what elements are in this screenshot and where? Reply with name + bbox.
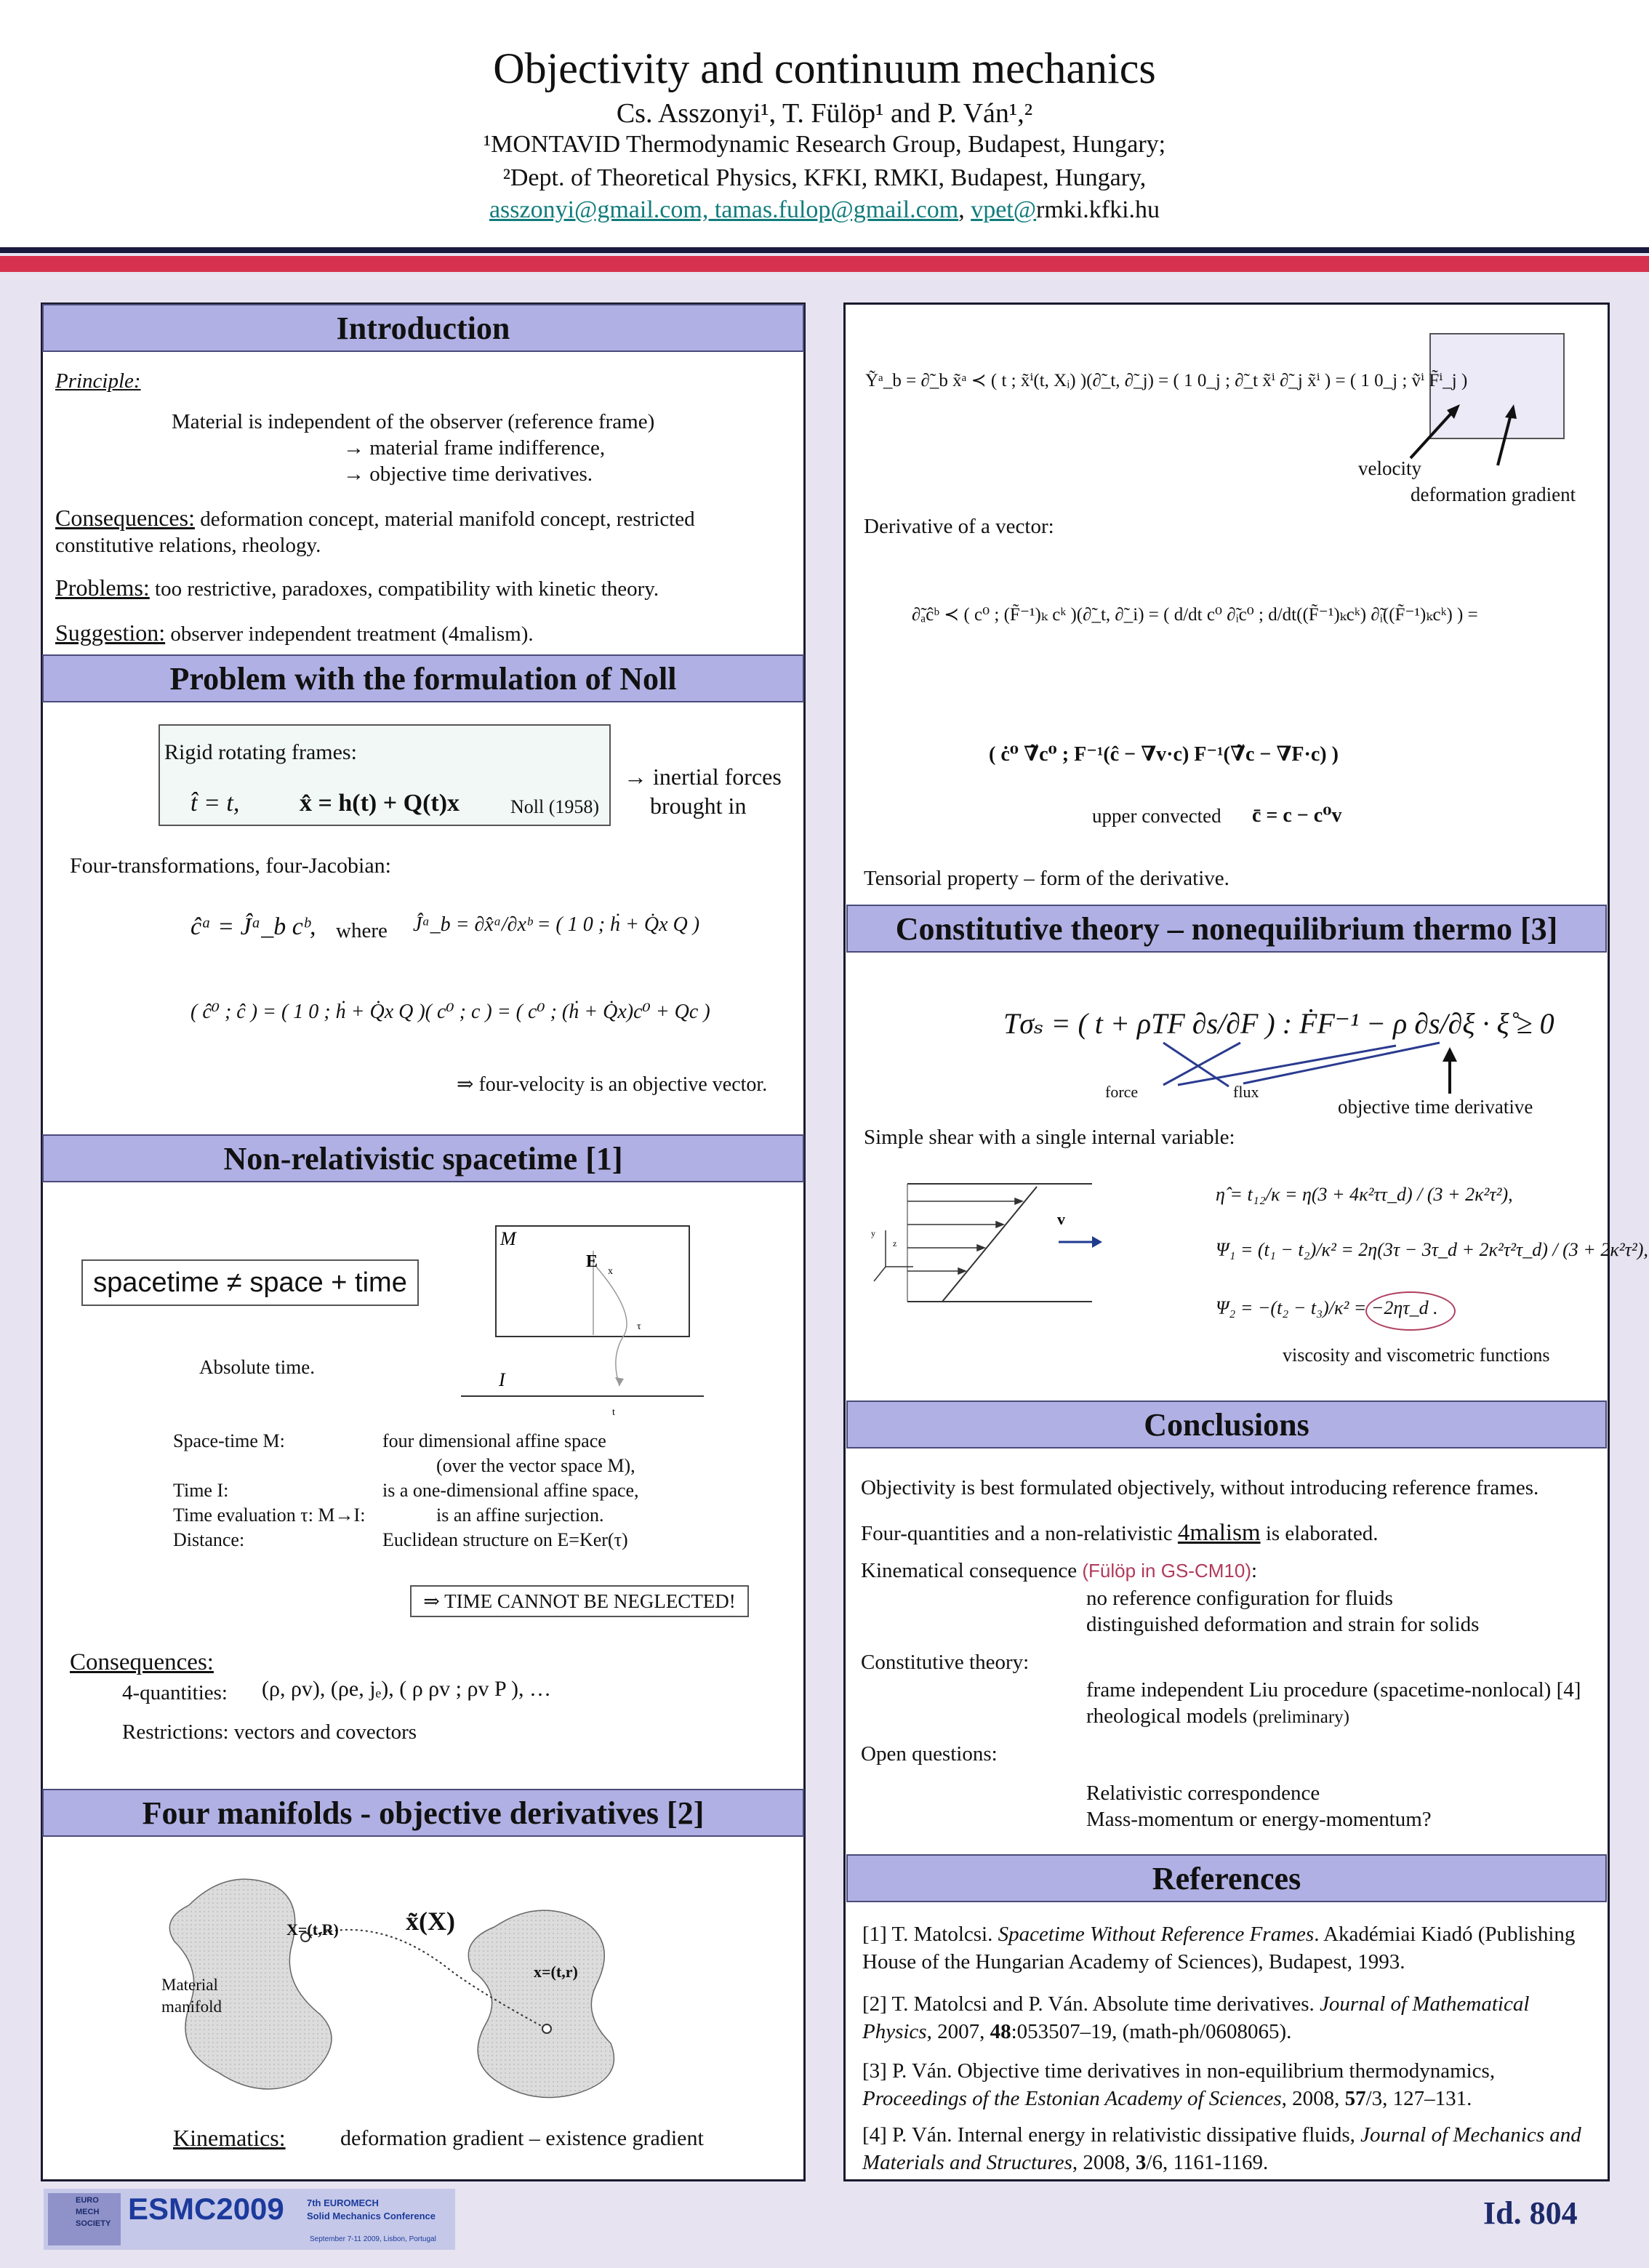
- conclusion-4malism: [861, 1518, 1378, 1548]
- consequences-text-2: constitutive relations, rheology.: [55, 534, 321, 557]
- c-bar-definition: c̄ = c − c⁰v: [1252, 804, 1342, 827]
- spacetime-boxed-statement: [81, 1259, 419, 1306]
- eq-vector-derivative: ∂̃ₐĉᵇ ≺ ( c⁰ ; (F̃⁻¹)ₖ cᵏ )(∂̃_t, ∂̃_i) = ( d/dt c⁰ ∂̃ᵢc⁰ ; d/dt((F̃⁻¹)ₖcᵏ) ∂̃ᵢ((F̃⁻¹)ₖcᵏ) ) =: [912, 605, 1478, 625]
- restrictions-text: Restrictions: vectors and covectors: [122, 1720, 417, 1744]
- constitutive-theory-label: Constitutive theory:: [861, 1651, 1030, 1674]
- eq-four-jacobian-motion: Ỹᵃ_b = ∂̃_b x̃ᵃ ≺ ( t ; x̃ⁱ(t, Xᵢ) )(∂̃_t, ∂̃_j) = ( 1 0_j ; ∂̃_t x̃ⁱ ∂̃_j x̃ⁱ ) = ( 1 0_j ; ṽⁱ F̃ⁱ_j ): [865, 371, 1468, 390]
- shear-axis-z: z: [893, 1238, 897, 1249]
- simple-shear-diagram: [870, 1172, 1117, 1310]
- time-warning-text: ⇒ TIME CANNOT BE NEGLECTED!: [423, 1590, 736, 1612]
- affiliation-2: ²Dept. of Theoretical Physics, KFKI, RMKI, Budapest, Hungary,: [502, 164, 1147, 191]
- deformation-gradient-label: deformation gradient: [1411, 484, 1576, 505]
- logo-society-line-2: MECH: [76, 2208, 100, 2216]
- kinematical-consequence: [861, 1558, 1257, 1584]
- section-heading-introduction: Introduction: [42, 304, 804, 352]
- section-heading-noll: Problem with the formulation of Noll: [42, 654, 804, 702]
- kinematical-item-2: distinguished deformation and strain for solids: [1086, 1613, 1480, 1636]
- poster-title: Objectivity and continuum mechanics: [493, 44, 1156, 92]
- email-domain: rmki.kfki.hu: [1036, 196, 1160, 223]
- section-heading-manifolds: Four manifolds - objective derivatives [2]: [42, 1789, 804, 1837]
- esmc-logo: [44, 2189, 455, 2250]
- open-question-2: Mass-momentum or energy-momentum?: [1086, 1808, 1432, 1831]
- derivative-label: Derivative of a vector:: [864, 515, 1054, 538]
- intro-problems: [55, 573, 659, 602]
- four-quantities-list: (ρ, ρv), (ρe, jₑ), ( ρ ρv ; ρv P ), …: [262, 1677, 552, 1701]
- shear-axis-y: y: [871, 1228, 875, 1238]
- poster-id: Id. 804: [1483, 2195, 1578, 2231]
- def-desc: four dimensional affine space: [382, 1430, 606, 1451]
- reference-3: [862, 2058, 1589, 2112]
- section-heading-conclusions: Conclusions: [846, 1401, 1607, 1448]
- eq-four-jacobian: ĉᵃ = Ĵᵃ_b cᵇ,: [190, 913, 316, 940]
- absolute-time-label: Absolute time.: [199, 1356, 315, 1378]
- ref4-volume: 3: [1135, 2150, 1147, 2174]
- flux-label: flux: [1233, 1083, 1259, 1101]
- manifold-label-X: X=(t,R): [286, 1920, 339, 1939]
- diagram-label-I: I: [499, 1369, 505, 1390]
- ref4-authors: [4] P. Ván. Internal energy in relativistic dissipative fluids,: [862, 2123, 1361, 2147]
- def-desc: Euclidean structure on E=Ker(τ): [382, 1529, 628, 1550]
- constitutive-item-2: [1086, 1703, 1349, 1729]
- consequences-text: deformation concept, material manifold concept, restricted: [194, 508, 695, 531]
- ref2-year: , 2007,: [926, 2019, 990, 2043]
- reference-1: [862, 1921, 1589, 1976]
- open-question-1: Relativistic correspondence: [1086, 1782, 1320, 1805]
- constitutive-item-2b: (preliminary): [1252, 1707, 1349, 1727]
- time-warning-box: [410, 1585, 749, 1617]
- rigid-frames-label: Rigid rotating frames:: [164, 740, 357, 764]
- header-stripe-red: [0, 256, 1649, 272]
- constitutive-item-2a: rheological models: [1086, 1704, 1253, 1728]
- diagram-label-M: M: [500, 1228, 516, 1249]
- problems-label: Problems:: [55, 574, 150, 601]
- kinematical-item-1: no reference configuration for fluids: [1086, 1587, 1393, 1610]
- section-heading-spacetime: Non-relativistic spacetime [1]: [42, 1134, 804, 1182]
- ref1-authors: [1] T. Matolcsi.: [862, 1923, 998, 1946]
- principle-line-2: → material frame indifference,: [343, 436, 606, 460]
- diagram-label-t: t: [612, 1407, 615, 1418]
- noll-citation: Noll (1958): [510, 796, 600, 817]
- manifold-diagram: [145, 1862, 654, 2109]
- velocity-label: velocity: [1358, 457, 1421, 479]
- kinematical-colon: :: [1251, 1559, 1258, 1582]
- conclusion-4malism-word: 4malism: [1177, 1520, 1261, 1546]
- ref3-year: , 2008,: [1281, 2086, 1345, 2110]
- spacetime-statement-text: spacetime ≠ space + time: [93, 1267, 407, 1298]
- ref3-authors: [3] P. Ván. Objective time derivatives in non-equilibrium thermodynamics,: [862, 2059, 1496, 2083]
- email-link-2[interactable]: vpet@: [971, 196, 1037, 223]
- manifold-label-x: x=(t,r): [534, 1963, 578, 1981]
- shear-velocity-label: v: [1057, 1210, 1065, 1228]
- logo-euromech-subtitle-1: 7th EUROMECH: [307, 2197, 379, 2208]
- diagram-label-x: x: [608, 1266, 613, 1277]
- def-desc: is a one-dimensional affine space,: [382, 1480, 639, 1501]
- intro-suggestion: [55, 618, 534, 647]
- ref2-journal: Journal of Mathematical Physics: [862, 1992, 1530, 2043]
- section-heading-references: References: [846, 1854, 1607, 1902]
- reference-4: [862, 2122, 1589, 2176]
- eq-entropy-production: Tσₛ = ( t + ρTF ∂s/∂F ) : ḞF⁻¹ − ρ ∂s/∂ξ · ξ̊ ≥ 0: [1003, 1007, 1554, 1040]
- annotation-arrows: [1381, 393, 1527, 473]
- spacetime-diagram: [451, 1222, 713, 1425]
- where-label: where: [336, 919, 388, 942]
- eq-first-normal-stress: Ψ₁ = (t₁ − t₂)/κ² = 2η(3τ − 3τ_d + 2κ²τ²τ_d) / (3 + 2κ²τ²),: [1216, 1239, 1648, 1260]
- ref2-authors: [2] T. Matolcsi and P. Ván. Absolute time derivatives.: [862, 1992, 1320, 2016]
- ref2-volume: 48: [990, 2019, 1011, 2043]
- header-stripe-dark: [0, 247, 1649, 253]
- open-questions-label: Open questions:: [861, 1742, 998, 1766]
- def-term: Time I:: [173, 1480, 229, 1501]
- logo-euromech-subtitle-2: Solid Mechanics Conference: [307, 2211, 436, 2221]
- upper-convected-label: upper convected: [1092, 805, 1221, 827]
- psi2-highlight-circle: [1365, 1291, 1456, 1331]
- problems-text: too restrictive, paradoxes, compatibility with kinetic theory.: [149, 577, 659, 601]
- conclusion-4malism-c: is elaborated.: [1260, 1522, 1379, 1545]
- logo-society-line-1: EURO: [76, 2196, 99, 2205]
- poster-header: [0, 0, 1649, 247]
- force-label: force: [1105, 1083, 1139, 1101]
- principle-line-3: → objective time derivatives.: [343, 462, 593, 486]
- def-term: Time evaluation τ: M→I:: [173, 1504, 366, 1526]
- logo-conference-date: September 7-11 2009, Lisbon, Portugal: [310, 2235, 436, 2243]
- def-term: Distance:: [173, 1529, 245, 1550]
- section-heading-constitutive: Constitutive theory – nonequilibrium thermo [3]: [846, 905, 1607, 953]
- inertial-forces-1: → inertial forces: [624, 764, 782, 790]
- constitutive-item-1: frame independent Liu procedure (spacetime-nonlocal) [4]: [1086, 1678, 1581, 1702]
- eq-second-normal-stress: Ψ₂ = −(t₂ − t₃)/κ² = −2ητ_d .: [1216, 1297, 1438, 1318]
- reference-2: [862, 1991, 1589, 2045]
- eq-jacobian-matrix: Ĵᵃ_b = ∂x̂ᵃ/∂xᵇ = ( 1 0 ; ḣ + Q̇x Q ): [413, 913, 700, 936]
- def-desc: (over the vector space M),: [436, 1455, 635, 1476]
- kinematical-citation: (Fülöp in GS-CM10): [1082, 1560, 1251, 1582]
- conclusion-objectivity: Objectivity is best formulated objectively, without introducing reference frames.: [861, 1476, 1539, 1499]
- material-manifold-line-2: manifold: [161, 1997, 222, 2016]
- eq-vector-derivative-result: ( ċ⁰ ∇̃c⁰ ; F⁻¹(ĉ − ∇v·c) F⁻¹(∇̃c − ∇F·c) ): [989, 743, 1339, 766]
- objective-derivative-label: objective time derivative: [1338, 1096, 1533, 1118]
- eq-viscosity: η̂ = t₁₂/κ = η(3 + 4κ²ττ_d) / (3 + 2κ²τ²),: [1216, 1184, 1513, 1205]
- ref4-journal: Journal of Mechanics and Materials and Structures: [862, 2123, 1581, 2174]
- viscometric-label: viscosity and viscometric functions: [1283, 1345, 1550, 1366]
- conclusion-4malism-a: Four-quantities and a non-relativistic: [861, 1522, 1178, 1545]
- rigid-eq-space: x̂ = h(t) + Q(t)x: [300, 790, 460, 817]
- rigid-eq-time: t̂ = t,: [190, 790, 240, 817]
- suggestion-text: observer independent treatment (4malism).: [165, 622, 534, 646]
- diagram-label-E: E: [586, 1252, 598, 1271]
- kinematics-label: Kinematics:: [173, 2125, 286, 2151]
- consequences-label: Consequences:: [55, 505, 195, 531]
- tensorial-property: Tensorial property – form of the derivative.: [864, 867, 1229, 890]
- kinematical-label: Kinematical consequence: [861, 1559, 1083, 1582]
- four-velocity-conclusion: ⇒ four-velocity is an objective vector.: [457, 1073, 768, 1096]
- ref4-pages: /6, 1161-1169.: [1146, 2150, 1269, 2174]
- affiliation-1: ¹MONTAVID Thermodynamic Research Group, Budapest, Hungary;: [483, 131, 1166, 158]
- ref1-publisher: . Akadémiai Kiadó (Publishing House of the Hungarian Academy of Sciences), Budapest, 1993.: [862, 1923, 1576, 1974]
- ref1-title: Spacetime Without Reference Frames: [998, 1923, 1315, 1946]
- spacetime-consequences-label: Consequences:: [70, 1649, 214, 1675]
- ref4-year: , 2008,: [1072, 2150, 1136, 2174]
- inertial-forces-2: brought in: [650, 793, 747, 819]
- force-flux-arrows: [1134, 1033, 1512, 1098]
- def-desc: is an affine surjection.: [436, 1504, 604, 1526]
- poster-authors: Cs. Asszonyi¹, T. Fülöp¹ and P. Ván¹,²: [616, 98, 1033, 129]
- ref3-volume: 57: [1344, 2086, 1366, 2110]
- four-quantities-label: 4-quantities:: [122, 1681, 228, 1704]
- simple-shear-label: Simple shear with a single internal variable:: [864, 1126, 1235, 1149]
- ref2-pages: :053507–19, (math-ph/0608065).: [1011, 2019, 1292, 2043]
- ref3-pages: /3, 127–131.: [1365, 2086, 1472, 2110]
- suggestion-label: Suggestion:: [55, 620, 166, 646]
- material-manifold-line-1: Material: [161, 1976, 218, 1994]
- def-term: Space-time M:: [173, 1430, 285, 1451]
- logo-society-line-3: SOCIETY: [76, 2219, 111, 2228]
- logo-esmc-title: ESMC2009: [128, 2192, 284, 2226]
- email-link-1[interactable]: asszonyi@gmail.com, tamas.fulop@gmail.com: [489, 196, 959, 223]
- contact-emails: asszonyi@gmail.com, tamas.fulop@gmail.com, vpet@rmki.kfki.hu: [489, 196, 1160, 223]
- ref3-journal: Proceedings of the Estonian Academy of Sciences: [862, 2086, 1282, 2110]
- principle-label: Principle:: [55, 369, 141, 393]
- diagram-label-tau: τ: [637, 1321, 641, 1332]
- manifold-map-label: x̃(X): [406, 1907, 455, 1936]
- principle-line-1: Material is independent of the observer (reference frame): [172, 410, 655, 433]
- kinematics-text: deformation gradient – existence gradient: [340, 2126, 704, 2150]
- intro-consequences: [55, 503, 695, 532]
- four-transformations-label: Four-transformations, four-Jacobian:: [70, 854, 392, 878]
- eq-four-velocity: ( ĉ⁰ ; ĉ ) = ( 1 0 ; ḣ + Q̇x Q )( c⁰ ; c ) = ( c⁰ ; (ḣ + Q̇x)c⁰ + Qc ): [190, 1001, 710, 1023]
